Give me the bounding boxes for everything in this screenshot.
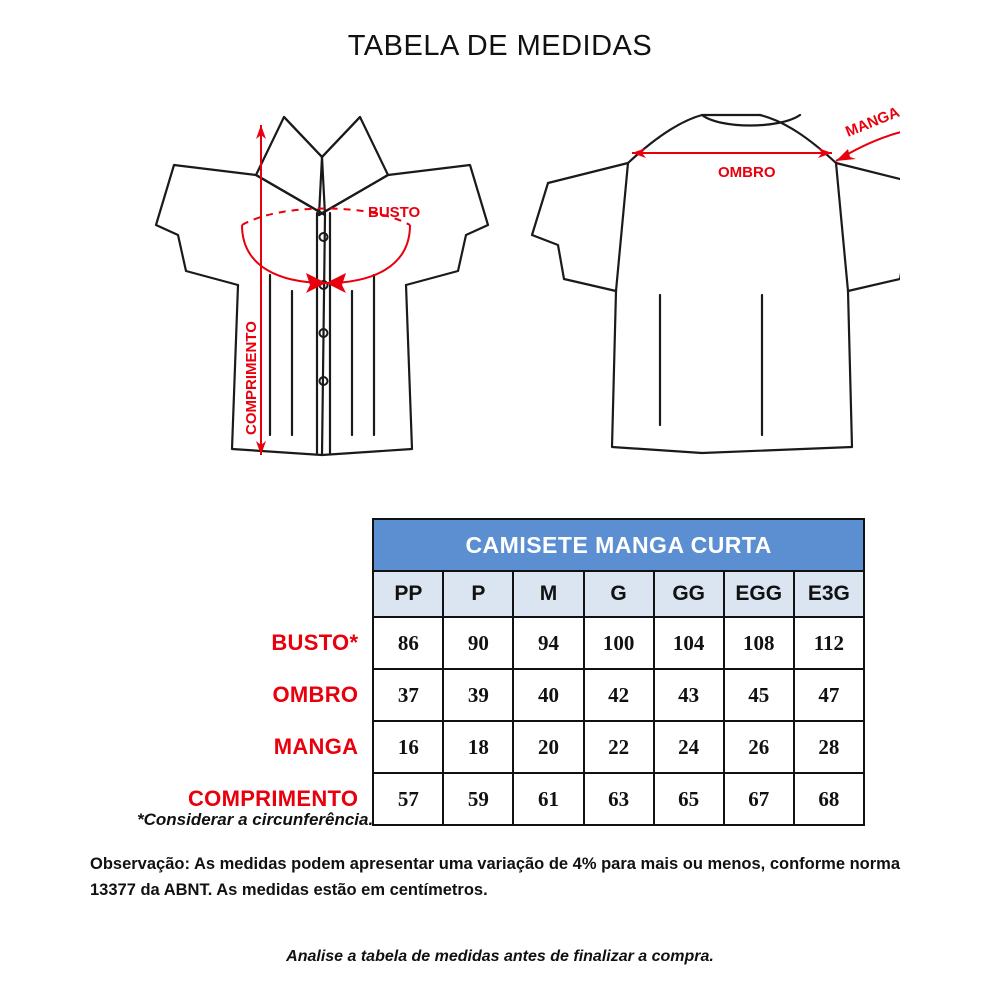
row-label-manga: MANGA	[273, 734, 359, 759]
label-manga: MANGA	[843, 103, 900, 141]
cell-manga-p: 18	[443, 721, 513, 773]
cell-manga-gg: 24	[654, 721, 724, 773]
page-title: TABELA DE MEDIDAS	[347, 30, 653, 62]
cell-ombro-g: 42	[584, 669, 654, 721]
cell-busto-gg: 104	[654, 617, 724, 669]
cell-comprimento-p: 59	[443, 773, 513, 825]
table-row	[135, 669, 864, 721]
cell-ombro-egg: 45	[724, 669, 794, 721]
cell-busto-e3g: 112	[794, 617, 864, 669]
size-header-m: M	[513, 571, 583, 617]
note-observation: Observação: As medidas podem apresentar uma variação de 4% para mais ou menos, conforme norma 13377 da ABNT. As medidas estão em centímetros.	[90, 855, 901, 899]
cell-comprimento-m: 61	[513, 773, 583, 825]
table-corner-blank-2	[135, 571, 373, 617]
cell-comprimento-egg: 67	[724, 773, 794, 825]
cell-busto-egg: 108	[724, 617, 794, 669]
note-analyse-before-purchase: Analise a tabela de medidas antes de finalizar a compra.	[286, 948, 714, 965]
table-main-header: CAMISETE MANGA CURTA	[373, 519, 864, 571]
table-corner-blank	[135, 519, 373, 571]
garment-illustration	[120, 95, 900, 475]
cell-manga-g: 22	[584, 721, 654, 773]
label-busto: BUSTO	[368, 204, 421, 221]
cell-manga-egg: 26	[724, 721, 794, 773]
cell-busto-m: 94	[513, 617, 583, 669]
cell-manga-e3g: 28	[794, 721, 864, 773]
label-ombro: OMBRO	[718, 164, 776, 181]
table-row	[135, 721, 864, 773]
size-header-egg: EGG	[724, 571, 794, 617]
measurements-table	[135, 518, 865, 826]
row-label-busto: BUSTO*	[271, 630, 359, 655]
cell-manga-m: 20	[513, 721, 583, 773]
cell-ombro-p: 39	[443, 669, 513, 721]
cell-ombro-pp: 37	[373, 669, 443, 721]
table-row	[135, 617, 864, 669]
cell-manga-pp: 16	[373, 721, 443, 773]
cell-ombro-m: 40	[513, 669, 583, 721]
cell-ombro-gg: 43	[654, 669, 724, 721]
cell-comprimento-g: 63	[584, 773, 654, 825]
cell-busto-g: 100	[584, 617, 654, 669]
size-header-e3g: E3G	[794, 571, 864, 617]
cell-busto-p: 90	[443, 617, 513, 669]
measurements-table-wrapper	[135, 518, 865, 826]
size-header-g: G	[584, 571, 654, 617]
cell-comprimento-pp: 57	[373, 773, 443, 825]
row-label-ombro: OMBRO	[272, 682, 359, 707]
table-size-row	[135, 571, 864, 617]
cell-comprimento-e3g: 68	[794, 773, 864, 825]
cell-comprimento-gg: 65	[654, 773, 724, 825]
size-header-gg: GG	[654, 571, 724, 617]
cell-ombro-e3g: 47	[794, 669, 864, 721]
size-header-p: P	[443, 571, 513, 617]
size-header-pp: PP	[373, 571, 443, 617]
note-consider-circumference: *Considerar a circunferência.	[137, 810, 374, 829]
table-header-row	[135, 519, 864, 571]
row-label-comprimento: COMPRIMENTO	[187, 786, 359, 811]
cell-busto-pp: 86	[373, 617, 443, 669]
label-comprimento: COMPRIMENTO	[243, 321, 260, 435]
